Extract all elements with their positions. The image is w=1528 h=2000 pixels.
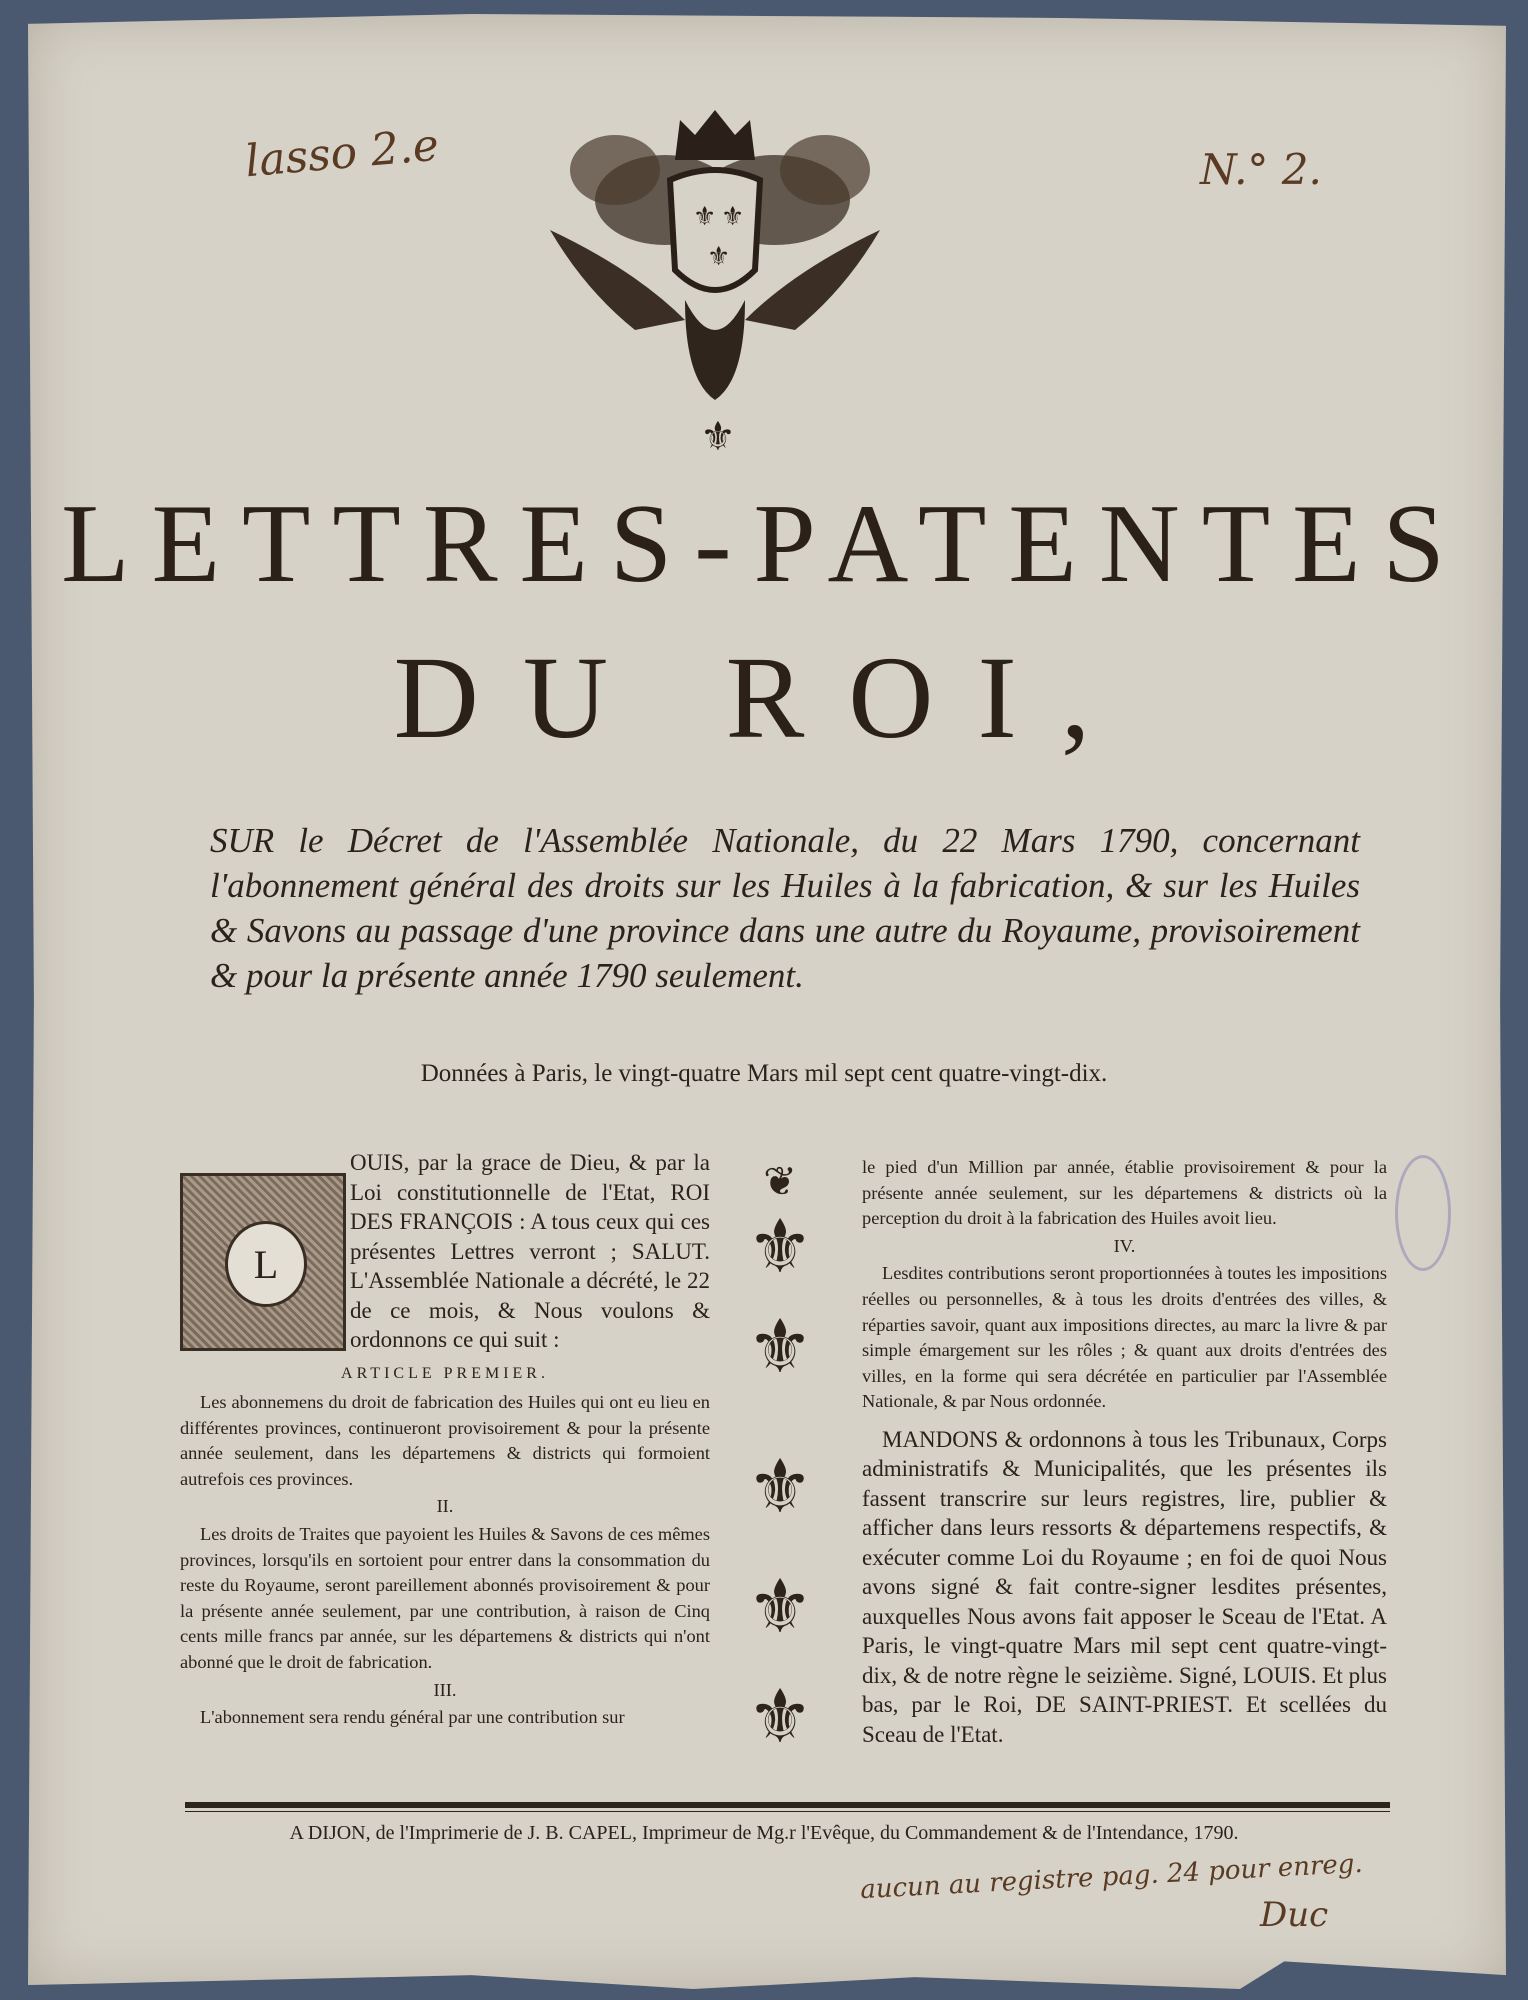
dropcap-letter: L <box>225 1221 307 1307</box>
printer-imprint: A DIJON, de l'Imprimerie de J. B. CAPEL, Imprimeur de Mg.r l'Evêque, du Commandement & de l'Intendance, 1790. <box>289 1822 1239 1844</box>
article-1: Les abonnemens du droit de fabrication des Huiles qui ont eu lieu en différentes provinces, continueront provisoirement & pour la présente année seulement, dans les départemens & districts qui formoient autrefois ces provinces. <box>180 1392 710 1489</box>
signature: Duc <box>1260 1895 1329 1935</box>
right-column <box>862 1155 1387 1749</box>
double-rule <box>185 1802 1390 1808</box>
article-3-continued: le pied d'un Million par année, établie provisoirement & pour la présente année seulement, sur les départemens & districts où la perception du droit à la fabrication des Huiles avoit lieu. <box>862 1157 1387 1229</box>
fleur-de-lis-icon: ⚜ <box>746 1304 814 1390</box>
svg-text:⚜: ⚜ <box>700 414 736 460</box>
svg-text:⚜: ⚜ <box>693 202 717 232</box>
fleur-de-lis-icon: ⚜ <box>746 1204 814 1290</box>
fleur-de-lis-icon: ⚜ <box>746 1674 814 1760</box>
article-4: Lesdites contributions seront proportionnées à toutes les impositions réelles ou personnelles, & à tous les droits d'entrées des villes, & réparties savoir, quant aux impositions directes, au marc la livre & par simple émargement sur les rôles ; & quant aux droits d'entrées des villes, en la forme qui sera décrétée en particulier par l'Assemblée Nationale, & par Nous ordonnée. <box>862 1263 1387 1412</box>
svg-text:⚜: ⚜ <box>721 202 745 232</box>
numeral-3: III. <box>433 1679 457 1700</box>
date-line: Données à Paris, le vingt-quatre Mars mil sept cent quatre-vingt-dix. <box>420 1060 1108 1087</box>
archive-stamp <box>1395 1155 1451 1271</box>
intro-paragraph: OUIS, par la grace de Dieu, & par la Loi constitutionnelle de l'Etat, ROI DES FRANÇOIS : A tous ceux qui ces présentes Lettres verront ; SALUT. L'Assemblée Nationale a décrété, le 22 de ce mois, & Nous voulons & ordonnons ce qui suit : <box>350 1150 710 1352</box>
handwritten-note: aucun au registre pag. 24 pour enreg. <box>859 1848 1364 1906</box>
ornament-icon: ❦ <box>763 1159 797 1205</box>
subtitle: SUR le Décret de l'Assemblée Nationale, du 22 Mars 1790, concernant l'abonnement général des droits sur les Huiles à la fabrication, & sur les Huiles & Savons au passage d'une province dans une autre du Royaume, provisoirement & pour la présente année 1790 seulement. <box>210 821 1360 995</box>
mandons-paragraph: MANDONS & ordonnons à tous les Tribunaux, Corps administratifs & Municipalités, que les présentes ils fassent transcrire sur leurs registres, lire, publier & afficher dans leurs ressorts & départemens respectifs, & exécuter comme Loi du Royaume ; en foi de quoi Nous avons signé & fait contre-signer lesdites présentes, auxquelles Nous avons fait apposer le Sceau de l'Etat. A Paris, le vingt-quatre Mars mil sept cent quatre-vingt-dix, & de notre règne le seizième. Signé, LOUIS. Et plus bas, par le Roi, DE SAINT-PRIEST. Et scellées du Sceau de l'Etat. <box>862 1426 1387 1747</box>
thin-rule <box>185 1811 1390 1812</box>
numeral-2: II. <box>436 1496 454 1517</box>
fleur-de-lis-icon: ⚜ <box>746 1444 814 1530</box>
annotation-top-left: lasso 2.e <box>243 119 441 188</box>
left-column <box>180 1148 710 1731</box>
article-2: Les droits de Traites que payoient les Huiles & Savons de ces mêmes provinces, lorsqu'ils en sortoient pour entrer dans la consommation du reste du Royaume, seront pareillement abonnés provisoirement & pour la présente année seulement, par une contribution, à raison de Cinq cents mille francs par année, sur les départemens & districts qui n'ont abonné que le droit de fabrication. <box>180 1524 710 1673</box>
numeral-4: IV. <box>1113 1235 1136 1256</box>
article-premier-heading: ARTICLE PREMIER. <box>341 1364 549 1382</box>
fleur-de-lis-icon: ⚜ <box>746 1564 814 1650</box>
title-line-2: DU ROI, <box>393 632 1135 763</box>
annotation-top-right: N.° 2. <box>1200 145 1322 194</box>
article-3: L'abonnement sera rendu général par une contribution sur <box>200 1707 625 1728</box>
title-line-1: LETTRES-PATENTES <box>61 482 1467 606</box>
svg-text:⚜: ⚜ <box>707 242 731 272</box>
royal-arms-icon <box>545 100 885 460</box>
